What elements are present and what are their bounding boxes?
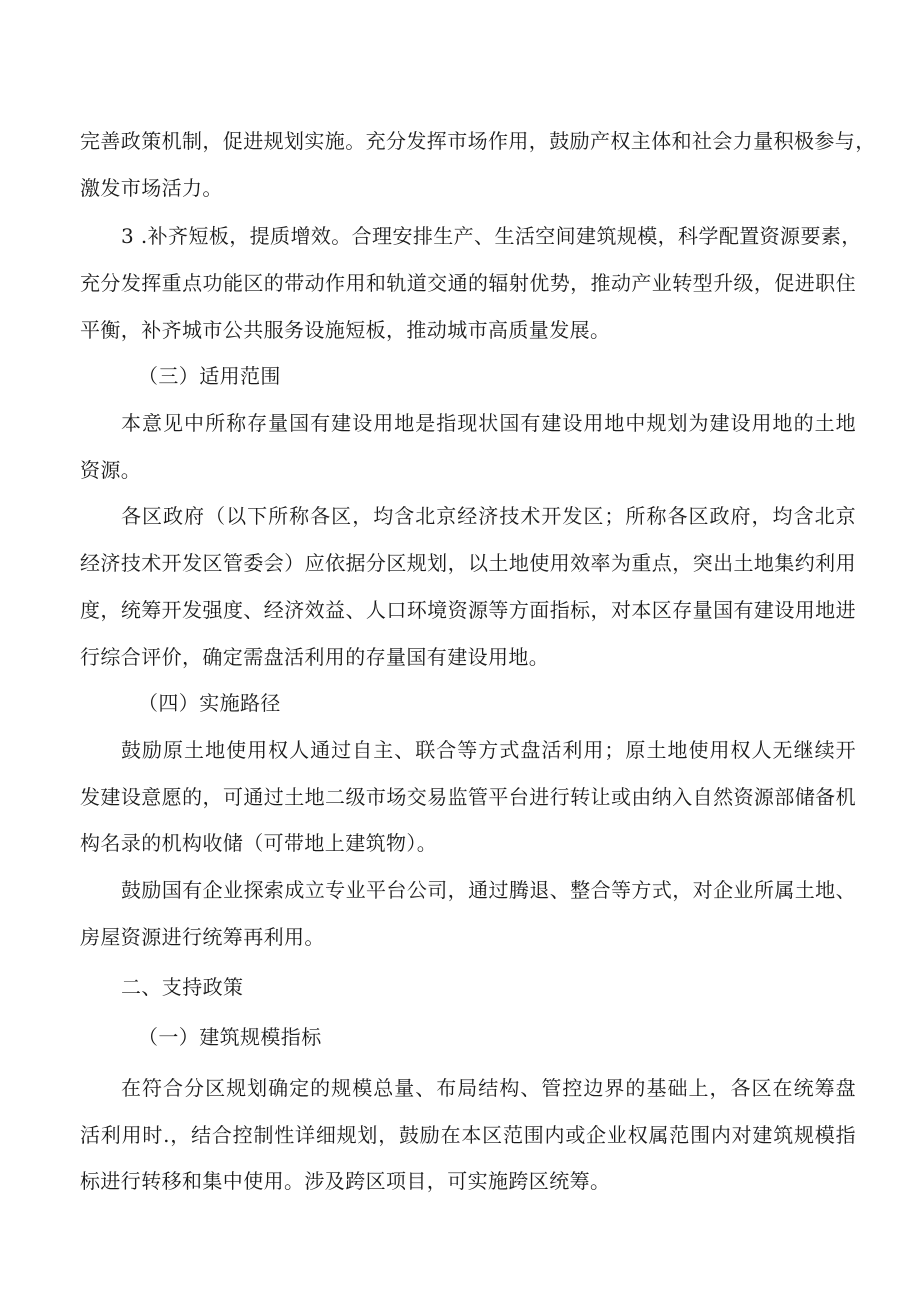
text-line: 在符合分区规划确定的规模总量、布局结构、管控边界的基础上，各区在统筹盘 [121, 1076, 856, 1100]
text-line: 经济技术开发区管委会）应依据分区规划，以土地使用效率为重点，突出土地集约利用 [80, 551, 856, 575]
text-line: 资源。 [80, 458, 142, 482]
text-line: 活利用时.，结合控制性详细规划，鼓励在本区范围内或企业权属范围内对建筑规模指 [80, 1123, 856, 1147]
text-line: 平衡，补齐城市公共服务设施短板，推动城市高质量发展。 [80, 318, 611, 342]
text-line: 行综合评价，确定需盘活利用的存量国有建设用地。 [80, 645, 550, 669]
text-line: 房屋资源进行统筹再利用。 [80, 925, 325, 949]
text-line: 完善政策机制，促进规划实施。充分发挥市场作用，鼓励产权主体和社会力量积极参与， [80, 129, 876, 153]
section-heading: （四）实施路径 [138, 691, 281, 715]
chapter-heading: 二、支持政策 [121, 975, 244, 999]
text-line: 充分发挥重点功能区的带动作用和轨道交通的辐射优势，推动产业转型升级，促进职住 [80, 271, 856, 295]
section-heading: （一）建筑规模指标 [138, 1025, 322, 1049]
text-line: 标进行转移和集中使用。涉及跨区项目，可实施跨区统筹。 [80, 1169, 611, 1193]
section-heading: （三）适用范围 [138, 364, 281, 388]
text-line: 本意见中所称存量国有建设用地是指现状国有建设用地中规划为建设用地的土地 [121, 411, 856, 435]
text-line: 3 .补齐短板，提质增效。合理安排生产、生活空间建筑规模，科学配置资源要素， [121, 224, 862, 248]
text-line: 构名录的机构收储（可带地上建筑物）。 [80, 831, 438, 855]
text-line: 各区政府（以下所称各区，均含北京经济技术开发区；所称各区政府，均含北京 [121, 504, 856, 528]
text-line: 度，统筹开发强度、经济效益、人口环境资源等方面指标，对本区存量国有建设用地进 [80, 598, 856, 622]
text-line: 激发市场活力。 [80, 176, 223, 200]
text-line: 鼓励国有企业探索成立专业平台公司，通过腾退、整合等方式，对企业所属土地、 [121, 878, 856, 902]
text-line: 鼓励原土地使用权人通过自主、联合等方式盘活利用；原土地使用权人无继续开 [121, 738, 856, 762]
text-line: 发建设意愿的，可通过土地二级市场交易监管平台进行转让或由纳入自然资源部储备机 [80, 785, 856, 809]
